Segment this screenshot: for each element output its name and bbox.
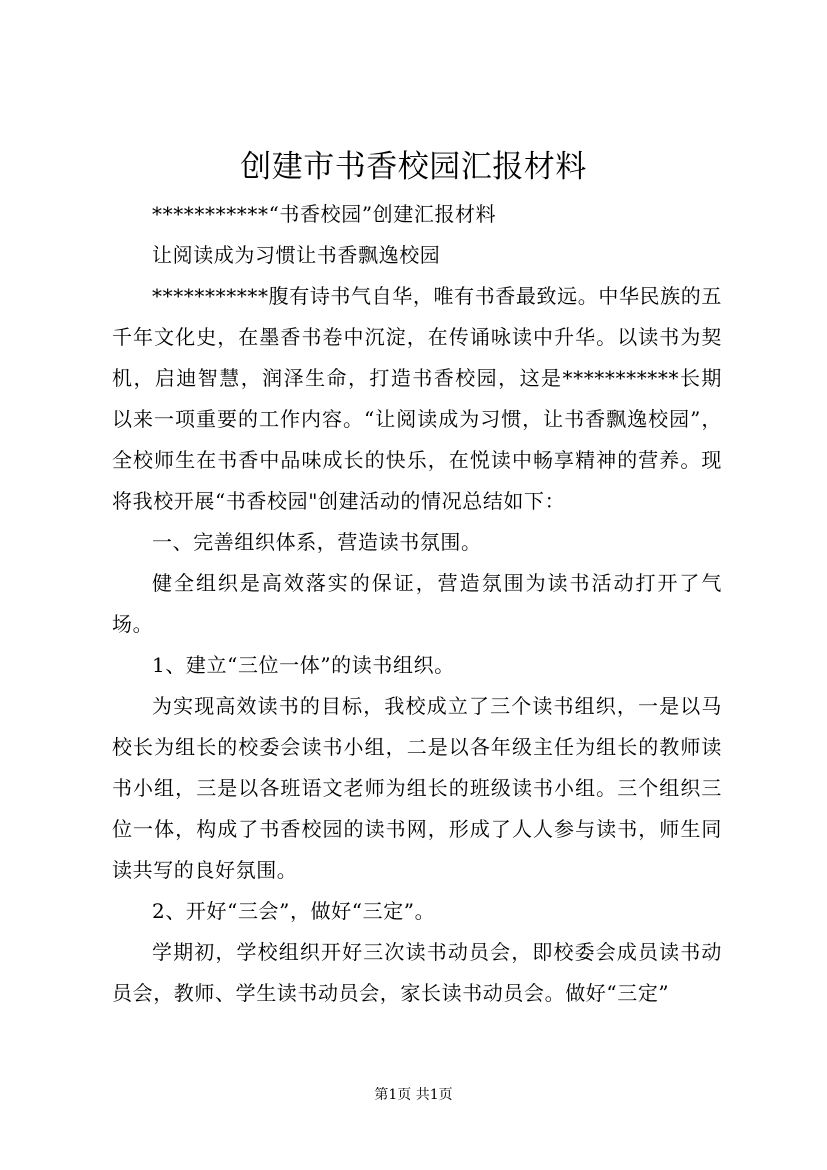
document-body [112, 194, 722, 1014]
paragraph-section-1: 健全组织是高效落实的保证，营造氛围为读书活动打开了气场。 [112, 571, 722, 636]
paragraph-1-1: 为实现高效读书的目标，我校成立了三个读书组织，一是以马校长为组长的校委会读书小组，二是以各年级主任为组长的教师读书小组，三是以各班语文老师为组长的班级读书小组。三个组织三位一体，构成了书香校园的读书网，形成了人人参与读书，师生同读共写的良好氛围。 [112, 694, 722, 882]
paragraph-intro: ***********腹有诗书气自华，唯有书香最致远。中华民族的五千年文化史，在墨香书卷中沉淀，在传诵咏读中升华。以读书为契机，启迪智慧，润泽生命，打造书香校园，这是***********长期以来一项重要的工作内容。“让阅读成为习惯，让书香飘逸校园”，全校师生在书香中品味成长的快乐，在悦读中畅享精神的营养。现将我校开展“书香校园"创建活动的情况总结如下： [112, 284, 722, 513]
paragraph-1-2: 学期初，学校组织开好三次读书动员会，即校委会成员读书动员会，教师、学生读书动员会，家长读书动员会。做好“三定” [112, 940, 722, 1005]
subheading-1-2: 2、开好“三会”，做好“三定”。 [152, 899, 436, 923]
paragraph-subtitle: ***********“书香校园”创建汇报材料 [152, 202, 497, 226]
page-footer: 第1页 共1页 [374, 1087, 453, 1103]
subheading-1-1: 1、建立“三位一体”的读书组织。 [152, 653, 455, 677]
document-title: 创建市书香校园汇报材料 [240, 149, 587, 185]
section-heading-1: 一、完善组织体系，营造读书氛围。 [152, 530, 482, 554]
paragraph-slogan: 让阅读成为习惯让书香飘逸校园 [152, 243, 441, 267]
